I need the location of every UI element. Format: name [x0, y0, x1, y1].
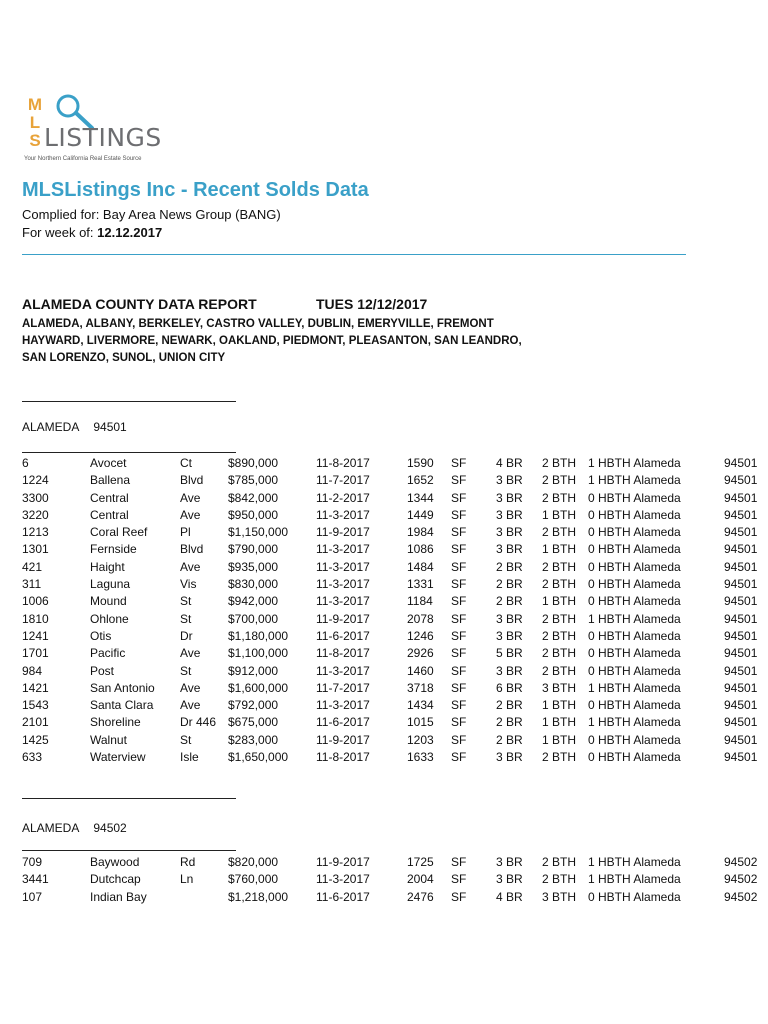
sale-price: $890,000	[228, 456, 279, 470]
page-title: MLSListings Inc - Recent Solds Data	[22, 179, 369, 201]
street-name: Waterview	[90, 750, 146, 765]
square-feet: 1460	[407, 663, 434, 678]
sale-date: 11-9-2017	[316, 611, 370, 626]
sale-date: 11-6-2017	[316, 889, 370, 904]
table-row	[0, 455, 768, 472]
zip-code: 94501	[724, 577, 758, 592]
mlslistings-logo	[22, 92, 162, 164]
table-row	[0, 472, 768, 489]
half-baths-city: 1 HBTH Alameda	[588, 855, 681, 869]
street-number: 6	[22, 456, 29, 470]
half-baths-city: 0 HBTH Alameda	[588, 507, 681, 522]
section-city: ALAMEDA	[22, 420, 80, 434]
sale-price: $283,000	[228, 732, 279, 747]
street-number: 107	[22, 889, 43, 904]
half-baths-city: 0 HBTH Alameda	[588, 542, 681, 557]
zip-code: 94502	[724, 872, 758, 887]
zip-code: 94501	[724, 594, 758, 609]
sale-date: 11-8-2017	[316, 456, 370, 470]
sale-date: 11-6-2017	[316, 628, 370, 643]
sale-price: $935,000	[228, 559, 279, 574]
table-row	[0, 871, 768, 888]
street-number: 633	[22, 750, 43, 765]
half-baths-city: 0 HBTH Alameda	[588, 559, 681, 574]
table-row	[0, 524, 768, 541]
zip-code: 94501	[724, 611, 758, 626]
sales-table	[0, 854, 768, 906]
baths: 2 BTH	[542, 611, 577, 626]
sale-date: 11-3-2017	[316, 542, 370, 557]
sale-date: 11-3-2017	[316, 559, 370, 574]
property-type: SF	[451, 473, 467, 488]
street-name: Central	[90, 490, 129, 505]
half-baths-city: 1 HBTH Alameda	[588, 680, 681, 695]
square-feet: 1434	[407, 698, 434, 713]
half-baths-city: 0 HBTH Alameda	[588, 594, 681, 609]
square-feet: 1484	[407, 559, 434, 574]
baths: 2 BTH	[542, 872, 577, 887]
baths: 2 BTH	[542, 855, 577, 869]
square-feet: 2926	[407, 646, 434, 661]
sale-date: 11-7-2017	[316, 680, 370, 695]
table-row	[0, 889, 768, 906]
zip-code: 94502	[724, 889, 758, 904]
property-type: SF	[451, 889, 467, 904]
street-type: Vis	[180, 577, 197, 592]
zip-code: 94501	[724, 559, 758, 574]
street-number: 1006	[22, 594, 49, 609]
street-name: Coral Reef	[90, 525, 148, 540]
sale-date: 11-7-2017	[316, 473, 370, 488]
square-feet: 1633	[407, 750, 434, 765]
section-divider	[22, 452, 236, 453]
street-type: St	[180, 611, 192, 626]
street-type: St	[180, 732, 192, 747]
property-type: SF	[451, 732, 467, 747]
property-type: SF	[451, 715, 467, 730]
baths: 2 BTH	[542, 456, 577, 470]
baths: 1 BTH	[542, 594, 577, 609]
section-heading	[22, 420, 127, 434]
table-row	[0, 490, 768, 507]
week-of	[22, 225, 162, 240]
street-number: 1421	[22, 680, 49, 695]
table-row	[0, 628, 768, 645]
street-type: Blvd	[180, 542, 204, 557]
square-feet: 2004	[407, 872, 434, 887]
street-type: Dr 446	[180, 715, 217, 730]
street-number: 311	[22, 577, 42, 592]
square-feet: 1652	[407, 473, 434, 488]
bedrooms: 3 BR	[496, 750, 523, 765]
half-baths-city: 0 HBTH Alameda	[588, 525, 681, 540]
street-number: 3220	[22, 507, 49, 522]
half-baths-city: 0 HBTH Alameda	[588, 628, 681, 643]
zip-code: 94501	[724, 750, 758, 765]
zip-code: 94501	[724, 525, 758, 540]
sale-date: 11-9-2017	[316, 732, 370, 747]
compiled-for: Complied for: Bay Area News Group (BANG)	[22, 207, 281, 222]
half-baths-city: 1 HBTH Alameda	[588, 715, 681, 730]
sale-price: $1,600,000	[228, 680, 289, 695]
bedrooms: 4 BR	[496, 889, 523, 904]
sale-date: 11-8-2017	[316, 750, 370, 765]
property-type: SF	[451, 525, 467, 540]
bedrooms: 3 BR	[496, 473, 523, 488]
table-row	[0, 663, 768, 680]
square-feet: 1184	[407, 594, 433, 609]
table-row	[0, 507, 768, 524]
table-row	[0, 749, 768, 766]
bedrooms: 2 BR	[496, 698, 523, 713]
street-name: Avocet	[90, 456, 127, 470]
zip-code: 94501	[724, 473, 758, 488]
street-name: Fernside	[90, 542, 137, 557]
street-name: Shoreline	[90, 715, 141, 730]
street-name: Pacific	[90, 646, 126, 661]
property-type: SF	[451, 559, 467, 574]
property-type: SF	[451, 611, 467, 626]
sale-price: $785,000	[228, 473, 279, 488]
street-type: Isle	[180, 750, 199, 765]
table-row	[0, 611, 768, 628]
square-feet: 1984	[407, 525, 434, 540]
sale-date: 11-6-2017	[316, 715, 370, 730]
half-baths-city: 0 HBTH Alameda	[588, 698, 681, 713]
section-divider	[22, 401, 236, 402]
property-type: SF	[451, 646, 467, 661]
sale-price: $912,000	[228, 663, 279, 678]
bedrooms: 3 BR	[496, 525, 523, 540]
sale-date: 11-3-2017	[316, 577, 370, 592]
bedrooms: 3 BR	[496, 628, 523, 643]
table-row	[0, 541, 768, 558]
table-row	[0, 714, 768, 731]
baths: 2 BTH	[542, 663, 577, 678]
zip-code: 94501	[724, 646, 758, 661]
half-baths-city: 0 HBTH Alameda	[588, 646, 681, 661]
sale-price: $820,000	[228, 855, 279, 869]
square-feet: 1331	[407, 577, 434, 592]
sale-price: $792,000	[228, 698, 279, 713]
table-row	[0, 854, 768, 871]
baths: 1 BTH	[542, 507, 577, 522]
section-zip: 94501	[93, 420, 127, 434]
baths: 2 BTH	[542, 577, 577, 592]
table-row	[0, 680, 768, 697]
sale-price: $842,000	[228, 490, 279, 505]
sale-date: 11-3-2017	[316, 698, 370, 713]
street-name: Ballena	[90, 473, 131, 488]
baths: 2 BTH	[542, 559, 577, 574]
street-number: 709	[22, 855, 43, 869]
cities-line-1: ALAMEDA, ALBANY, BERKELEY, CASTRO VALLEY, DUBLIN, EMERYVILLE, FREMONT	[22, 318, 494, 330]
property-type: SF	[451, 872, 467, 887]
property-type: SF	[451, 456, 467, 470]
half-baths-city: 0 HBTH Alameda	[588, 663, 681, 678]
street-type: Ave	[180, 698, 201, 713]
street-name: Walnut	[90, 732, 127, 747]
half-baths-city: 0 HBTH Alameda	[588, 889, 681, 904]
baths: 1 BTH	[542, 698, 577, 713]
table-row	[0, 645, 768, 662]
street-name: Baywood	[90, 855, 140, 869]
bedrooms: 2 BR	[496, 559, 523, 574]
zip-code: 94501	[724, 698, 758, 713]
street-number: 1810	[22, 611, 49, 626]
property-type: SF	[451, 594, 467, 609]
square-feet: 2078	[407, 611, 434, 626]
street-name: Indian Bay	[90, 889, 147, 904]
baths: 2 BTH	[542, 646, 577, 661]
street-type: St	[180, 594, 192, 609]
square-feet: 3718	[407, 680, 434, 695]
sale-price: $790,000	[228, 542, 279, 557]
bedrooms: 2 BR	[496, 577, 523, 592]
square-feet: 2476	[407, 889, 434, 904]
square-feet: 1015	[407, 715, 434, 730]
baths: 3 BTH	[542, 680, 577, 695]
square-feet: 1246	[407, 628, 434, 643]
property-type: SF	[451, 680, 467, 695]
section-city: ALAMEDA	[22, 821, 80, 835]
bedrooms: 4 BR	[496, 456, 523, 470]
table-row	[0, 593, 768, 610]
baths: 2 BTH	[542, 473, 577, 488]
street-type: Rd	[180, 855, 196, 869]
section-zip: 94502	[93, 821, 127, 835]
cities-line-3: SAN LORENZO, SUNOL, UNION CITY	[22, 352, 226, 364]
street-number: 1425	[22, 732, 49, 747]
property-type: SF	[451, 507, 467, 522]
square-feet: 1590	[407, 456, 434, 470]
baths: 3 BTH	[542, 889, 577, 904]
sale-price: $1,650,000	[228, 750, 289, 765]
half-baths-city: 0 HBTH Alameda	[588, 490, 681, 505]
zip-code: 94501	[724, 628, 758, 643]
sale-date: 11-3-2017	[316, 594, 370, 609]
sales-table	[0, 455, 768, 766]
logo-tagline: Your Northern California Real Estate Source	[24, 156, 142, 162]
street-name: Post	[90, 663, 115, 678]
street-type: Dr	[180, 628, 193, 643]
baths: 2 BTH	[542, 628, 577, 643]
street-type: Ct	[180, 456, 192, 470]
street-name: Mound	[90, 594, 127, 609]
sale-date: 11-3-2017	[316, 872, 370, 887]
bedrooms: 2 BR	[496, 732, 523, 747]
section-divider	[22, 798, 236, 799]
street-type: Ave	[180, 507, 201, 522]
street-number: 1701	[22, 646, 49, 661]
zip-code: 94501	[724, 663, 758, 678]
property-type: SF	[451, 663, 467, 678]
sale-price: $1,150,000	[228, 525, 289, 540]
section-heading	[22, 821, 127, 835]
half-baths-city: 1 HBTH Alameda	[588, 473, 681, 488]
square-feet: 1086	[407, 542, 434, 557]
street-name: Santa Clara	[90, 698, 154, 713]
header-divider	[22, 254, 686, 255]
property-type: SF	[451, 628, 467, 643]
half-baths-city: 0 HBTH Alameda	[588, 732, 681, 747]
baths: 1 BTH	[542, 732, 577, 747]
property-type: SF	[451, 542, 467, 557]
street-name: Haight	[90, 559, 125, 574]
sale-price: $942,000	[228, 594, 279, 609]
half-baths-city: 0 HBTH Alameda	[588, 750, 681, 765]
square-feet: 1344	[407, 490, 434, 505]
sale-date: 11-8-2017	[316, 646, 370, 661]
sale-date: 11-9-2017	[316, 525, 370, 540]
week-label: For week of:	[22, 225, 98, 240]
zip-code: 94501	[724, 715, 758, 730]
cities-line-2: HAYWARD, LIVERMORE, NEWARK, OAKLAND, PIEDMONT, PLEASANTON, SAN LEANDRO,	[22, 335, 522, 347]
street-number: 3300	[22, 490, 49, 505]
street-name: Otis	[90, 628, 112, 643]
street-number: 1301	[22, 542, 49, 557]
street-number: 3441	[22, 872, 49, 887]
street-name: Ohlone	[90, 611, 129, 626]
zip-code: 94501	[724, 680, 758, 695]
street-number: 1241	[22, 628, 49, 643]
property-type: SF	[451, 490, 467, 505]
street-name: San Antonio	[90, 680, 155, 695]
street-type: Ave	[180, 680, 201, 695]
property-type: SF	[451, 577, 467, 592]
baths: 2 BTH	[542, 490, 577, 505]
street-number: 984	[22, 663, 43, 678]
street-name: Dutchcap	[90, 872, 141, 887]
bedrooms: 3 BR	[496, 872, 523, 887]
baths: 1 BTH	[542, 542, 577, 557]
street-name: Central	[90, 507, 129, 522]
street-number: 1224	[22, 473, 49, 488]
zip-code: 94501	[724, 456, 758, 470]
street-type: Ave	[180, 490, 201, 505]
zip-code: 94501	[724, 542, 758, 557]
baths: 2 BTH	[542, 525, 577, 540]
baths: 1 BTH	[542, 715, 577, 730]
sale-price: $700,000	[228, 611, 279, 626]
square-feet: 1725	[407, 855, 434, 869]
bedrooms: 6 BR	[496, 680, 523, 695]
table-row	[0, 559, 768, 576]
street-number: 2101	[22, 715, 49, 730]
logo-wordmark: LISTINGS	[44, 123, 162, 152]
sale-price: $760,000	[228, 872, 279, 887]
zip-code: 94502	[724, 855, 758, 869]
logo-mls-mark: M L S	[27, 95, 43, 150]
sale-price: $830,000	[228, 577, 279, 592]
bedrooms: 2 BR	[496, 715, 523, 730]
section-divider	[22, 850, 236, 851]
sale-date: 11-9-2017	[316, 855, 370, 869]
zip-code: 94501	[724, 490, 758, 505]
street-number: 1213	[22, 525, 49, 540]
baths: 2 BTH	[542, 750, 577, 765]
street-type: Pl	[180, 525, 191, 540]
sale-price: $1,180,000	[228, 628, 289, 643]
street-name: Laguna	[90, 577, 131, 592]
square-feet: 1449	[407, 507, 434, 522]
property-type: SF	[451, 750, 467, 765]
table-row	[0, 697, 768, 714]
sale-price: $950,000	[228, 507, 279, 522]
zip-code: 94501	[724, 507, 758, 522]
property-type: SF	[451, 698, 467, 713]
square-feet: 1203	[407, 732, 434, 747]
sale-price: $675,000	[228, 715, 279, 730]
sale-date: 11-3-2017	[316, 507, 370, 522]
bedrooms: 3 BR	[496, 855, 523, 869]
report-date: TUES 12/12/2017	[316, 296, 428, 312]
bedrooms: 3 BR	[496, 611, 523, 626]
table-row	[0, 732, 768, 749]
street-type: Ave	[180, 559, 201, 574]
half-baths-city: 1 HBTH Alameda	[588, 611, 681, 626]
sale-date: 11-3-2017	[316, 663, 370, 678]
half-baths-city: 1 HBTH Alameda	[588, 456, 681, 470]
sale-date: 11-2-2017	[316, 490, 370, 505]
street-number: 421	[22, 559, 43, 574]
bedrooms: 2 BR	[496, 594, 523, 609]
street-number: 1543	[22, 698, 49, 713]
half-baths-city: 1 HBTH Alameda	[588, 872, 681, 887]
bedrooms: 3 BR	[496, 663, 523, 678]
zip-code: 94501	[724, 732, 758, 747]
bedrooms: 5 BR	[496, 646, 523, 661]
bedrooms: 3 BR	[496, 507, 523, 522]
week-value: 12.12.2017	[97, 225, 163, 240]
sale-price: $1,218,000	[228, 889, 289, 904]
half-baths-city: 0 HBTH Alameda	[588, 577, 681, 592]
street-type: Ln	[180, 872, 194, 887]
property-type: SF	[451, 855, 467, 869]
report-title: ALAMEDA COUNTY DATA REPORT	[22, 296, 257, 312]
bedrooms: 3 BR	[496, 490, 523, 505]
bedrooms: 3 BR	[496, 542, 523, 557]
table-row	[0, 576, 768, 593]
street-type: St	[180, 663, 192, 678]
sale-price: $1,100,000	[228, 646, 289, 661]
street-type: Blvd	[180, 473, 204, 488]
street-type: Ave	[180, 646, 201, 661]
